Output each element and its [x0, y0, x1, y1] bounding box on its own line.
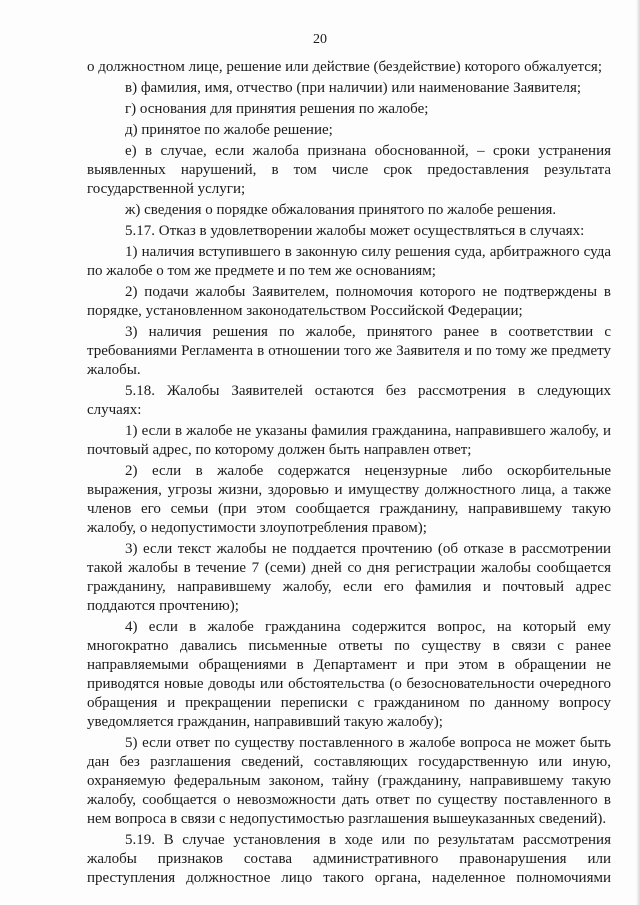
paragraph-item-v: в) фамилия, имя, отчество (при наличии) или наименование Заявителя;	[125, 80, 582, 96]
paragraph-complaint-subject: о должностном лице, решение или действие (бездействие) которого обжалуется;	[87, 59, 602, 75]
page-edge-shadow	[636, 0, 640, 905]
paragraph-5-17-item-1: 1) наличия вступившего в законную силу решения суда, арбитражного суда по жалобе о том же предмете и по тем же основаниям;	[87, 244, 611, 279]
paragraph-5-18-item-5: 5) если ответ по существу поставленного в жалобе вопроса не может быть дан без разглашения сведений, составляющих государственную или иную, охраняемую федеральным законом, тайну (гражданину, направившему такую жалобу, сообщается о невозможности дать ответ по существу поставленного в нем вопроса в связи с недопустимостью разглашения вышеуказанных сведений).	[87, 735, 611, 827]
paragraph-section-5-19: 5.19. В случае установления в ходе или по результатам рассмотрения жалобы признаков состава административного правонарушения или преступления должностное лицо такого органа, наделенное полномочиями	[87, 832, 611, 886]
paragraph-item-zh: ж) сведения о порядке обжалования принятого по жалобе решения.	[125, 202, 557, 218]
paragraph-5-17-item-3: 3) наличия решения по жалобе, принятого ранее в соответствии с требованиями Регламента в отношении того же Заявителя и по тому же предмету жалобы.	[87, 324, 611, 378]
paragraph-5-18-item-2: 2) если в жалобе содержатся нецензурные либо оскорбительные выражения, угрозы жизни, здоровью и имуществу должностного лица, а также членов его семьи (при этом сообщается гражданину, направившему такую жалобу, о недопустимости злоупотребления правом);	[87, 463, 611, 536]
page-number: 20	[313, 32, 327, 47]
paragraph-item-d: д) принятое по жалобе решение;	[125, 122, 333, 138]
paragraph-section-5-18: 5.18. Жалобы Заявителей остаются без рассмотрения в следующих случаях:	[87, 383, 611, 418]
paragraph-5-18-item-4: 4) если в жалобе гражданина содержится вопрос, на который ему многократно давались письменные ответы по существу в связи с ранее направляемыми обращениями в Департамент и при этом в обращении не приводятся новые доводы или обстоятельства (о безосновательности очередного обращения и прекращении переписки с гражданином по данному вопросу уведомляется гражданин, направивший такую жалобу);	[87, 619, 611, 730]
paragraph-item-e: е) в случае, если жалоба признана обоснованной, – сроки устранения выявленных нарушений, в том числе срок предоставления результата государственной услуги;	[87, 143, 611, 197]
paragraph-5-18-item-3: 3) если текст жалобы не поддается прочтению (об отказе в рассмотрении такой жалобы в течение 7 (семи) дней со дня регистрации жалобы сообщается гражданину, направившему жалобу, если его фамилия и почтовый адрес поддаются прочтению);	[87, 541, 611, 614]
paragraph-5-17-item-2: 2) подачи жалобы Заявителем, полномочия которого не подтверждены в порядке, установленном законодательством Российской Федерации;	[87, 284, 611, 319]
document-body	[87, 58, 611, 890]
paragraph-item-g: г) основания для принятия решения по жалобе;	[125, 101, 429, 117]
paragraph-section-5-17: 5.17. Отказ в удовлетворении жалобы может осуществляться в случаях:	[125, 223, 585, 239]
paragraph-5-18-item-1: 1) если в жалобе не указаны фамилия гражданина, направившего жалобу, и почтовый адрес, по которому должен быть направлен ответ;	[87, 423, 611, 458]
